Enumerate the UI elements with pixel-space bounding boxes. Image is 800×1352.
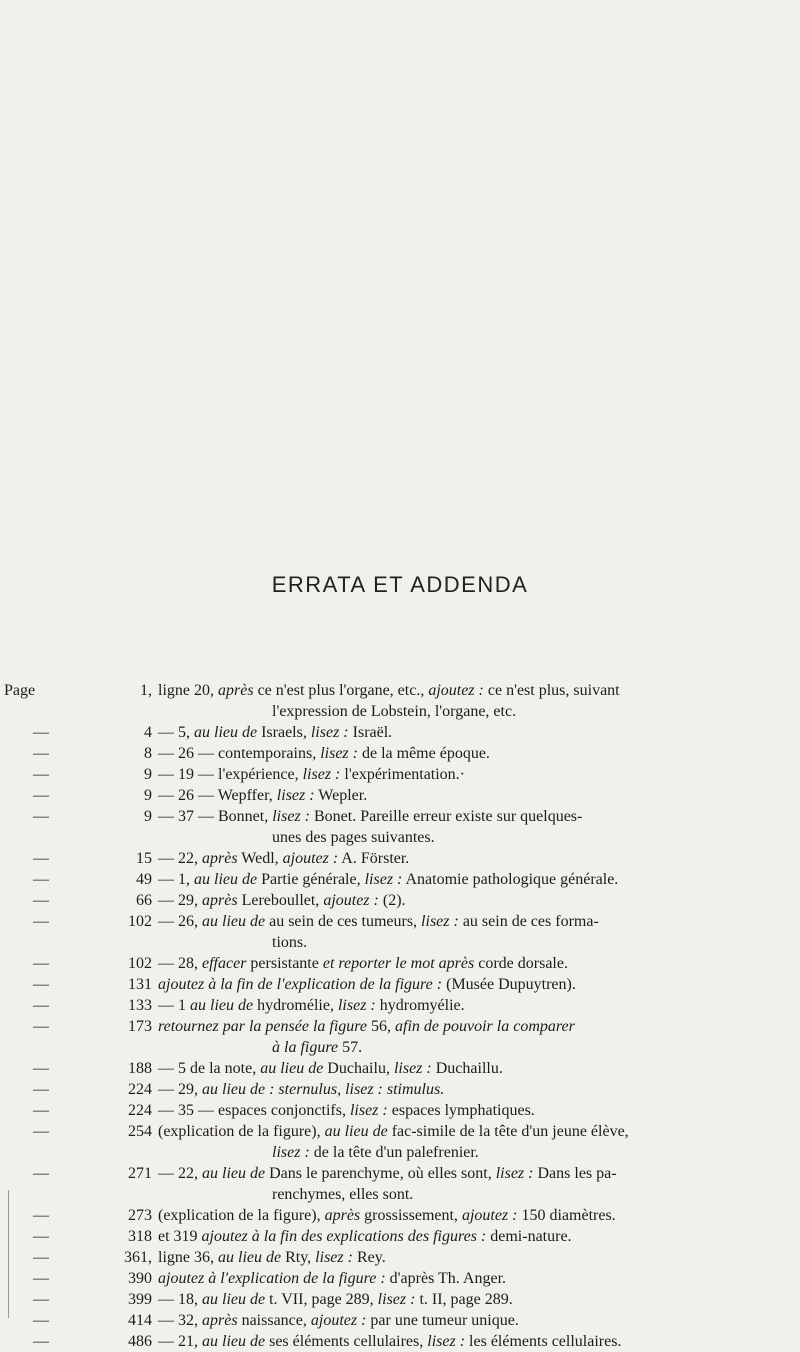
errata-entry (0, 911, 800, 953)
errata-entry (0, 1310, 800, 1331)
errata-continuation (0, 1142, 800, 1163)
entry-lead: — (33, 787, 49, 804)
page-number: 273 (128, 1207, 152, 1224)
entry-lead: — (33, 850, 49, 867)
errata-line (0, 785, 800, 806)
errata-line (0, 1226, 800, 1247)
errata-entry (0, 680, 800, 722)
errata-line (0, 911, 800, 932)
errata-entry (0, 974, 800, 995)
entry-lead: — (33, 766, 49, 783)
errata-entry (0, 1247, 800, 1268)
correction-continuation: unes des pages suivantes. (272, 829, 435, 846)
entry-lead: — (33, 955, 49, 972)
entry-lead: — (33, 997, 49, 1014)
errata-entry (0, 1289, 800, 1310)
page-number: 486 (128, 1333, 152, 1350)
correction-continuation: tions. (272, 934, 308, 951)
correction-text: — 1 au lieu de hydromélie, lisez : hydromyélie. (158, 997, 465, 1014)
page-number: 131 (128, 976, 152, 993)
errata-entry (0, 1163, 800, 1205)
entry-lead: — (33, 1207, 49, 1224)
page-number: 173 (128, 1018, 152, 1035)
page-number: 133 (128, 997, 152, 1014)
errata-entry (0, 764, 800, 785)
correction-text: ligne 20, après ce n'est plus l'organe, etc., ajoutez : ce n'est plus, suivant (158, 682, 620, 699)
errata-line (0, 1100, 800, 1121)
entry-lead: — (33, 808, 49, 825)
margin-rule (8, 1190, 9, 1318)
entry-lead: — (33, 724, 49, 741)
entry-lead: — (33, 892, 49, 909)
errata-entry (0, 1331, 800, 1352)
entry-lead: — (33, 1270, 49, 1287)
correction-text: (explication de la figure), au lieu de fac-simile de la tête d'un jeune élève, (158, 1123, 629, 1140)
errata-line (0, 848, 800, 869)
errata-entry (0, 1121, 800, 1163)
entry-lead: — (33, 913, 49, 930)
errata-entry (0, 1268, 800, 1289)
correction-text: — 5, au lieu de Israels, lisez : Israël. (158, 724, 393, 741)
errata-continuation (0, 827, 800, 848)
correction-text: — 19 — l'expérience, lisez : l'expérimentation.· (158, 766, 466, 783)
correction-text: retournez par la pensée la figure 56, afin de pouvoir la comparer (158, 1018, 575, 1035)
correction-text: — 21, au lieu de ses éléments cellulaires, lisez : les éléments cellulaires. (158, 1333, 622, 1350)
errata-line (0, 722, 800, 743)
errata-line (0, 869, 800, 890)
correction-text: — 26, au lieu de au sein de ces tumeurs, lisez : au sein de ces forma- (158, 913, 599, 930)
page-number: 318 (128, 1228, 152, 1245)
page-number: 390 (128, 1270, 152, 1287)
page-number: 254 (128, 1123, 152, 1140)
correction-text: — 37 — Bonnet, lisez : Bonet. Pareille erreur existe sur quelques- (158, 808, 583, 825)
correction-text: — 26 — Wepffer, lisez : Wepler. (158, 787, 368, 804)
errata-line (0, 1331, 800, 1352)
page-number: 8 (144, 745, 152, 762)
errata-line (0, 1247, 800, 1268)
correction-text: ajoutez à la fin de l'explication de la figure : (Musée Dupuytren). (158, 976, 576, 993)
errata-continuation (0, 1184, 800, 1205)
errata-line (0, 1310, 800, 1331)
errata-line (0, 1079, 800, 1100)
errata-entry (0, 1100, 800, 1121)
entry-lead: — (33, 1081, 49, 1098)
errata-entry (0, 785, 800, 806)
page-number: 9 (144, 808, 152, 825)
page-number: 49 (136, 871, 152, 888)
errata-entry (0, 848, 800, 869)
correction-text: — 18, au lieu de t. VII, page 289, lisez : t. II, page 289. (158, 1291, 513, 1308)
errata-line (0, 1289, 800, 1310)
correction-text: et 319 ajoutez à la fin des explications des figures : demi-nature. (158, 1228, 572, 1245)
page-number: 4 (144, 724, 152, 741)
correction-text: — 22, au lieu de Dans le parenchyme, où elles sont, lisez : Dans les pa- (158, 1165, 617, 1182)
page-title: ERRATA ET ADDENDA (271, 572, 529, 597)
entry-lead: — (33, 1165, 49, 1182)
errata-entry (0, 806, 800, 848)
entry-lead: — (33, 1291, 49, 1308)
correction-continuation: à la figure 57. (272, 1039, 363, 1056)
page-number: 361, (124, 1249, 152, 1266)
errata-continuation (0, 1037, 800, 1058)
errata-line (0, 1205, 800, 1226)
page-number: 1, (140, 682, 152, 699)
correction-text: — 35 — espaces conjonctifs, lisez : espaces lymphatiques. (158, 1102, 535, 1119)
errata-entry (0, 869, 800, 890)
errata-entry (0, 1079, 800, 1100)
entry-lead: — (33, 1018, 49, 1035)
errata-line (0, 1121, 800, 1142)
errata-list (0, 680, 800, 1352)
errata-line (0, 743, 800, 764)
errata-entry (0, 953, 800, 974)
errata-entry (0, 1205, 800, 1226)
errata-line (0, 995, 800, 1016)
errata-entry (0, 743, 800, 764)
errata-line (0, 1016, 800, 1037)
page-number: 102 (128, 955, 152, 972)
entry-lead: — (33, 871, 49, 888)
errata-line (0, 953, 800, 974)
correction-continuation: l'expression de Lobstein, l'organe, etc. (272, 703, 517, 720)
correction-text: — 1, au lieu de Partie générale, lisez : Anatomie pathologique générale. (158, 871, 619, 888)
page-number: 15 (136, 850, 152, 867)
errata-entry (0, 890, 800, 911)
page-number: 224 (128, 1102, 152, 1119)
correction-text: — 5 de la note, au lieu de Duchailu, lisez : Duchaillu. (158, 1060, 503, 1077)
errata-line (0, 1058, 800, 1079)
entry-lead: — (33, 745, 49, 762)
errata-entry (0, 1226, 800, 1247)
page-number: 224 (128, 1081, 152, 1098)
page-number: 414 (128, 1312, 152, 1329)
correction-continuation: renchymes, elles sont. (272, 1186, 414, 1203)
entry-lead: — (33, 1060, 49, 1077)
correction-text: — 22, après Wedl, ajoutez : A. Förster. (158, 850, 410, 867)
errata-continuation (0, 701, 800, 722)
correction-text: ajoutez à l'explication de la figure : d'après Th. Anger. (158, 1270, 507, 1287)
errata-entry (0, 1016, 800, 1058)
page-number: 66 (136, 892, 152, 909)
page-number: 188 (128, 1060, 152, 1077)
errata-line (0, 974, 800, 995)
page-number: 399 (128, 1291, 152, 1308)
entry-lead: — (33, 1123, 49, 1140)
correction-text: ligne 36, au lieu de Rty, lisez : Rey. (158, 1249, 386, 1266)
entry-lead: Page (4, 682, 36, 699)
errata-line (0, 680, 800, 701)
errata-entry (0, 722, 800, 743)
correction-text: — 29, après Lereboullet, ajoutez : (2). (158, 892, 406, 909)
page-number: 102 (128, 913, 152, 930)
correction-text: — 26 — contemporains, lisez : de la même époque. (158, 745, 490, 762)
entry-lead: — (33, 1102, 49, 1119)
entry-lead: — (33, 976, 49, 993)
page-number: 9 (144, 787, 152, 804)
page-number: 9 (144, 766, 152, 783)
errata-entry (0, 995, 800, 1016)
entry-lead: — (33, 1312, 49, 1329)
correction-text: — 32, après naissance, ajoutez : par une tumeur unique. (158, 1312, 519, 1329)
correction-continuation: lisez : de la tête d'un palefrenier. (272, 1144, 479, 1161)
errata-entry (0, 1058, 800, 1079)
entry-lead: — (33, 1333, 49, 1350)
errata-line (0, 1268, 800, 1289)
errata-continuation (0, 932, 800, 953)
correction-text: — 29, au lieu de : sternulus, lisez : stimulus. (158, 1081, 445, 1098)
entry-lead: — (33, 1228, 49, 1245)
errata-line (0, 1163, 800, 1184)
errata-line (0, 764, 800, 785)
correction-text: (explication de la figure), après grossissement, ajoutez : 150 diamètres. (158, 1207, 616, 1224)
page-number: 271 (128, 1165, 152, 1182)
errata-line (0, 890, 800, 911)
errata-line (0, 806, 800, 827)
entry-lead: — (33, 1249, 49, 1266)
correction-text: — 28, effacer persistante et reporter le mot après corde dorsale. (158, 955, 568, 972)
